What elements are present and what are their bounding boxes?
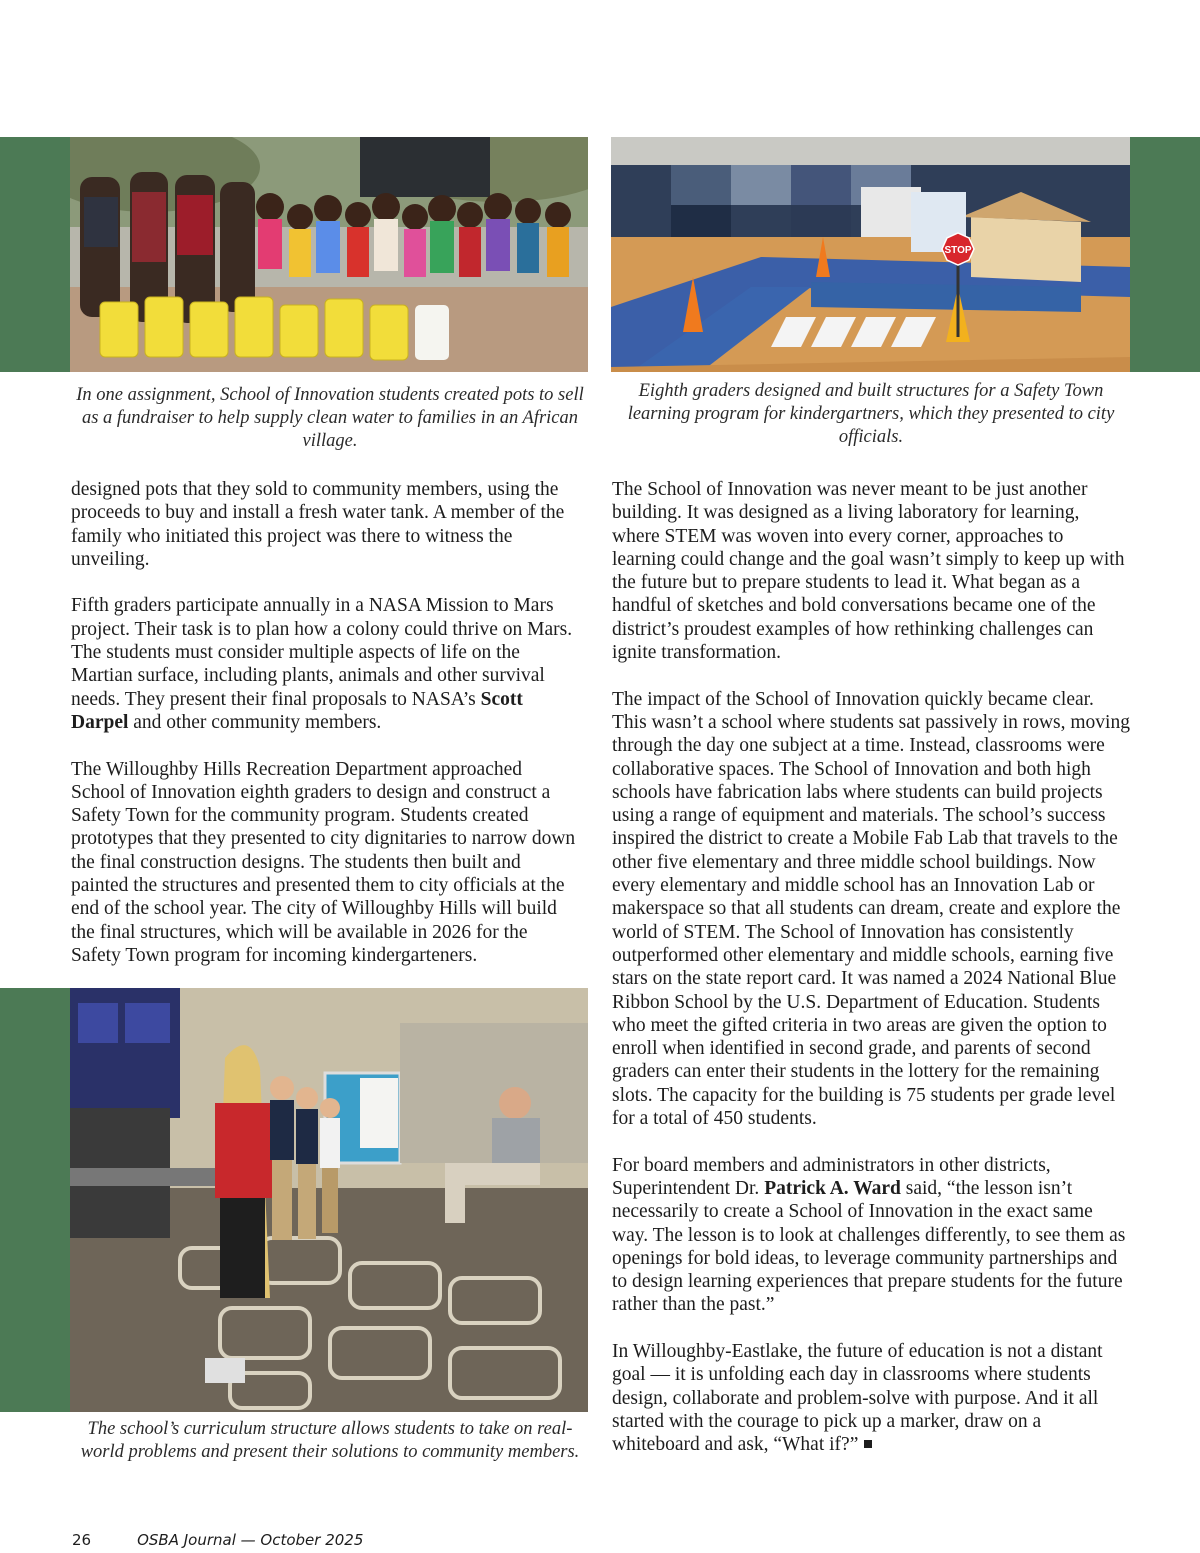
paragraph-water-tank: designed pots that they sold to community members, using the proceeds to buy and install a fresh water tank. A member of the family who initiated this project was there to witness the unveiling. [71,479,565,570]
conclusion-text: In Willoughby-Eastlake, the future of education is not a distant goal — it is unfolding each day in classrooms where students design, collaborate and problem-solve with purpose. And it all started with the courage to pick up a marker, draw on a whiteboard and ask, “What if?” [612,1340,1103,1456]
stop-sign-text: STOP [944,245,972,256]
left-column-text [71,478,581,967]
person-name-patrick-ward: Patrick A. Ward [764,1177,901,1199]
end-of-article-mark [864,1440,872,1448]
nasa-text-end: and other community members. [128,711,382,733]
quote-text-start: For board members and administrators in other districts, Superintendent Dr. [612,1154,1051,1199]
paragraph-safety-town: The Willoughby Hills Recreation Department approached School of Innovation eighth graders to design and construct a Safety Town for the community program. Students created prototypes that they presented to city dignitaries to narrow down the final construction designs. The students then built and painted the structures and presented them to city officials at the end of the school year. The city of Willoughby Hills will build the final structures, which will be available in 2026 for the Safety Town program for incoming kindergarteners. [71,758,576,966]
publication-title: OSBA Journal — October 2025 [137,1531,364,1549]
quote-text-end: said, “the lesson isn’t necessarily to create a School of Innovation in the exact same way. The lesson is to look at challenges differently, to see them as openings for bold ideas, to leverage community partnerships and to design learning experiences that prepare students for the future rather than the past.” [612,1177,1126,1316]
paragraph-conclusion [612,1340,1130,1456]
accent-band-top-right [1130,137,1200,372]
paragraph-nasa-mars [71,594,581,734]
page-footer [72,1531,363,1549]
paragraph-living-laboratory: The School of Innovation was never meant to be just another building. It was designed as a living laboratory for learning, where STEM was woven into every corner, approaches to learning could change and the goal wasn’t simply to keep up with the future but to prepare students to lead it. What began as a handful of sketches and bold conversations became one of the district’s proudest examples of how rethinking challenges can ignite transformation. [612,479,1125,664]
right-column-text [612,478,1130,1456]
photo-student-presentation [70,988,588,1412]
photo-water-fundraiser [70,137,588,372]
caption-safety-town: Eighth graders designed and built structures for a Safety Town learning program for kindergartners, which they presented to city officials. [627,381,1115,447]
nasa-text-start: Fifth graders participate annually in a NASA Mission to Mars project. Their task is to plan how a colony could thrive on Mars. The students must consider multiple aspects of life on the Martian surface, including plants, animals and other survival needs. They present their final proposals to NASA’s [71,595,573,710]
accent-band-top-left [0,137,72,372]
caption-student-presentation: The school’s curriculum structure allows students to take on real-world problems and present their solutions to community members. [80,1419,580,1462]
photo-safety-town [611,137,1130,372]
person-name-scott-darpel: Scott Darpel [71,688,523,733]
page-number: 26 [72,1531,92,1549]
paragraph-impact: The impact of the School of Innovation quickly became clear. This wasn’t a school where students sat passively in rows, moving through the day one subject at a time. Instead, classrooms were collaborative spaces. The School of Innovation and both high schools have fabrication labs where students can build projects using a range of equipment and materials. The school’s success inspired the district to create a Mobile Fab Lab that travels to the other five elementary and three middle school buildings. Now every elementary and middle school has an Innovation Lab or makerspace so that all students can dream, create and explore the world of STEM. The School of Innovation has consistently outperformed other elementary and middle schools, earning five stars on the state report card. It was named a 2024 National Blue Ribbon School by the U.S. Department of Education. Students who meet the gifted criteria in two areas are given the option to enroll when identified in second grade, and parents of second graders can enter their students in the lottery for the remaining slots. The capacity for the building is 75 students per grade level for a total of 450 students. [612,688,1130,1130]
accent-band-bottom-left [0,988,72,1412]
paragraph-superintendent-quote [612,1154,1130,1317]
caption-water-fundraiser: In one assignment, School of Innovation students created pots to sell as a fundraiser to help supply clean water to families in an African village. [76,385,584,451]
